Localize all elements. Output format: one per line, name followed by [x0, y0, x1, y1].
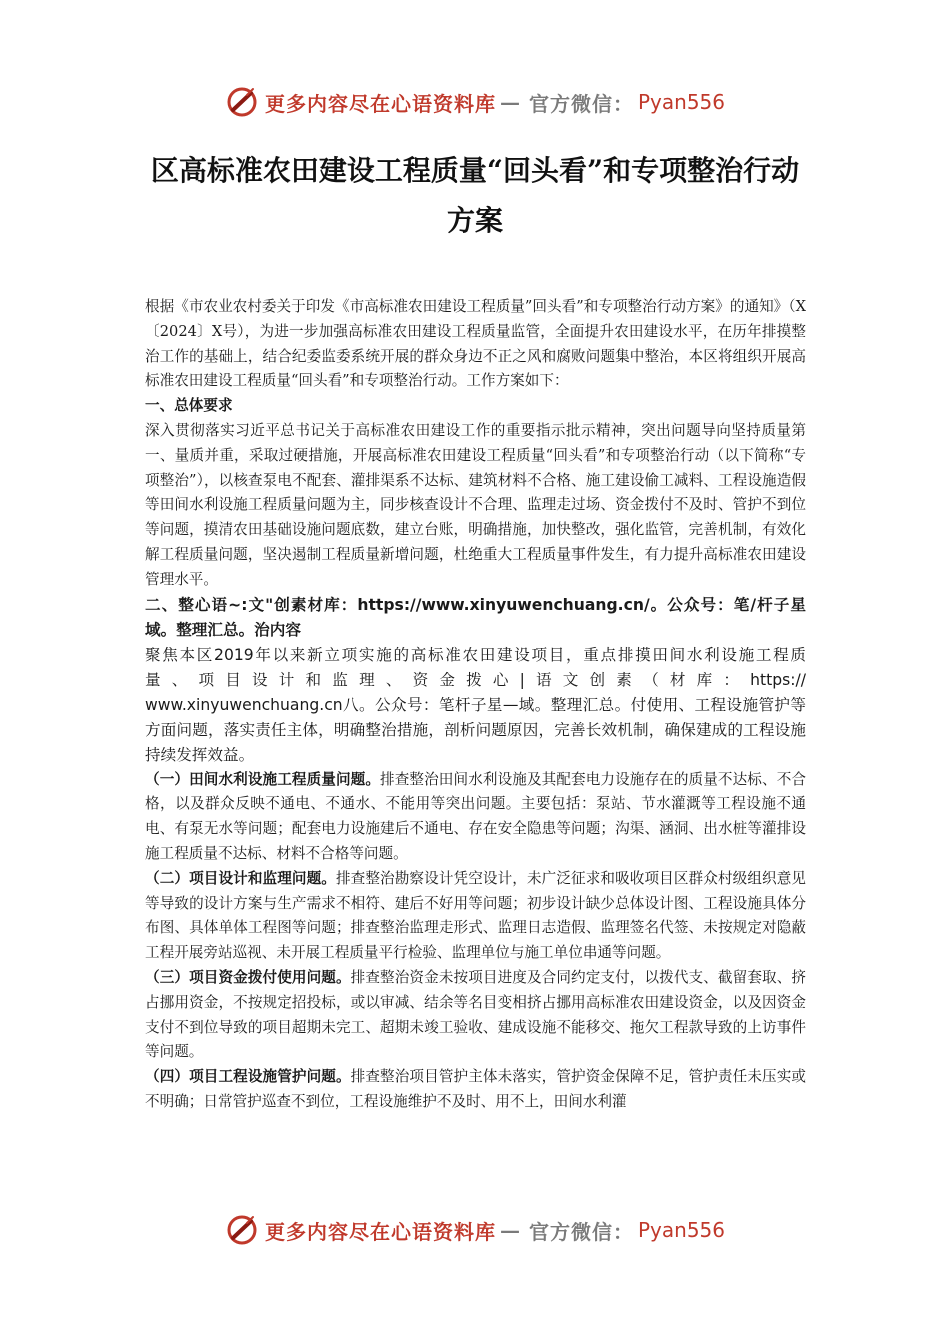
watermark-official: 官方微信： — [528, 1219, 634, 1244]
subsection-funding-body: 排查整治资金未按项目进度及合同约定支付，以拨代支、截留套取、挤占挪用资金，不按规定招投标，或以审减、结余等名目变相挤占挪用高标准农田建设资金，以及因资金支付不到位导致的项目超期未完工、超期未竣工验收、建成设施不能移交、拖欠工程款导致的上访事件等问题。 — [145, 968, 806, 1061]
watermark-wechat-id: Pyan556 — [637, 1218, 725, 1242]
document-body — [145, 295, 806, 1115]
watermark-banner-bottom — [0, 1210, 950, 1250]
subsection-maintenance-body: 排查整治项目管护主体未落实，管护资金保障不足，管护责任未压实或不明确；日常管护巡查不到位，工程设施维护不及时、用不上，田间水利灌 — [145, 1068, 806, 1110]
subsection-irrigation-quality-heading: （一）田间水利设施工程质量问题。 — [145, 770, 381, 788]
watermark-banner-top — [0, 82, 950, 122]
subsection-design-supervision — [145, 867, 806, 966]
rectification-content-line-2: 量、项目设计和监理、资金拨心|语文创素（材库：https:// — [145, 670, 806, 689]
subsection-design-supervision-body: 排查整治勘察设计凭空设计，未广泛征求和吸收项目区群众村级组织意见等导致的设计方案与生产需求不相符、建后不好用等问题；初步设计缺少总体设计图、工程设施具体分布图、具体单体工程图等问题；排查整治监理走形式、监理日志造假、监理签名代签、未按规定对隐蔽工程开展旁站巡视、未开展工程质量平行检验、监理单位与施工单位串通等问题。 — [145, 869, 806, 962]
ink-brush-logo-icon — [225, 85, 259, 119]
watermark-wechat-id: Pyan556 — [637, 90, 725, 114]
watermark-official: 官方微信： — [528, 91, 634, 116]
watermark-separator: — — [499, 90, 521, 114]
watermark-text: 更多内容尽在心语资料库 — [264, 1219, 496, 1244]
subsection-maintenance-heading: （四）项目工程设施管护问题。 — [145, 1068, 351, 1086]
rectification-content-rest: www.xinyuwenchuang.cn八。公众号：笔杆子星—域。整理汇总。付使用、工程设施管护等方面问题，落实责任主体，明确整治措施，剖析问题原因，完善长效机制，确保建成的工程设施持续发挥效益。 — [145, 695, 806, 764]
subsection-irrigation-quality-body: 排查整治田间水利设施及其配套电力设施存在的质量不达标、不合格，以及群众反映不通电、不通水、不能用等突出问题。主要包括：泵站、节水灌溉等工程设施不通电、有泵无水等问题；配套电力设施建后不通电、存在安全隐患等问题；沟渠、涵洞、出水桩等灌排设施工程质量不达标、材料不合格等问题。 — [145, 770, 806, 862]
section-heading-general-requirements: 一、总体要求 — [145, 397, 233, 415]
section-heading-rectification-content: 二、整心语~:文"创素材库：https://www.xinyuwenchuang.cn/。公众号：笔/杆子星域。整理汇总。治内容 — [145, 595, 806, 639]
rectification-content-line-1: 聚焦本区2019年以来新立项实施的高标准农田建设项目，重点排摸田间水利设施工程质 — [145, 645, 806, 664]
ink-brush-logo-icon — [225, 1213, 259, 1247]
subsection-funding-heading: （三）项目资金拨付使用问题。 — [145, 968, 351, 986]
watermark-separator: — — [499, 1218, 521, 1242]
subsection-funding — [145, 966, 806, 1065]
watermark-text: 更多内容尽在心语资料库 — [264, 91, 496, 116]
subsection-maintenance — [145, 1065, 806, 1115]
subsection-design-supervision-heading: （二）项目设计和监理问题。 — [145, 869, 336, 887]
document-title: 区高标准农田建设工程质量“回头看”和专项整治行动方案 — [150, 154, 800, 237]
intro-paragraph: 根据《市农业农村委关于印发《市高标准农田建设工程质量”回头看”和专项整治行动方案》的通知》（X〔2024〕X号），为进一步加强高标准农田建设工程质量监管，全面提升农田建设水平，在历年排摸整治工作的基础上，结合纪委监委系统开展的群众身边不正之风和腐败问题集中整治，本区将组织开展高标准农田建设工程质量“回头看”和专项整治行动。工作方案如下： — [145, 298, 806, 390]
general-requirements-paragraph: 深入贯彻落实习近平总书记关于高标准农田建设工作的重要指示批示精神，突出问题导向坚持质量第一、量质并重，采取过硬措施，开展高标准农田建设工程质量“回头看”和专项整治行动（以下简称“专项整治”），以核查泵电不配套、灌排渠系不达标、建筑材料不合格、施工建设偷工减料、工程设施造假等田间水利设施工程质量问题为主，同步核查设计不合理、监理走过场、资金拨付不及时、管护不到位等问题，摸清农田基础设施问题底数，建立台账，明确措施，加快整改，强化监管，完善机制，有效化解工程质量问题，坚决遏制工程质量新增问题，杜绝重大工程质量事件发生，有力提升高标准农田建设管理水平。 — [145, 421, 806, 588]
subsection-irrigation-quality — [145, 768, 806, 867]
